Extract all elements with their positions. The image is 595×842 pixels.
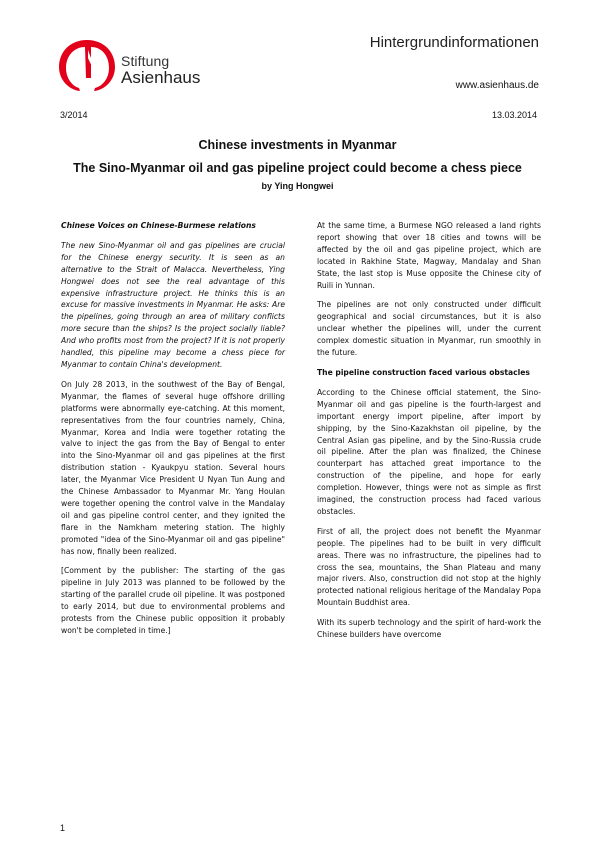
byline: by Ying Hongwei [261, 181, 334, 191]
body-paragraph: At the same time, a Burmese NGO released a land rights report showing that over 18 cities and towns will be affected by the oil and gas pipeline project, which are located in Rakhine State, Magway, Mandalay and Shan State, the last stop is Muse opposite the Chinese city of Ruili in Yunnan. [317, 221, 541, 290]
body-paragraph: According to the Chinese official statement, the Sino-Myanmar oil and gas pipeline is the fourth-largest and important energy import pipeline, after import by shipping, by the Sino-Kazakhstan oil pipeline, by the Central Asian gas pipeline, and by the Sino-Russia crude oil pipeline. After the plan was finalized, the Chinese counterpart has attached great importance to the construction of the pipeline, and hope for early completion. However, things were not as simple as first imagined, the construction process had faced various obstacles. [317, 387, 541, 516]
logo-line-stiftung: Stiftung [121, 53, 170, 69]
website-link[interactable]: www.asienhaus.de [455, 80, 539, 91]
subtitle: The Sino-Myanmar oil and gas pipeline project could become a chess piece [73, 161, 522, 175]
intro-paragraph: The new Sino-Myanmar oil and gas pipelines are crucial for the Chinese energy security. It is seen as an alternative to the Strait of Malacca. Nevertheless, Ying Hongwei does not see the real advantage of this expensive infrastructure project. He thinks this is an excuse for massive investments in Myanmar. He asks: Are the pipelines, going through an area of military conflicts more secure than the ships? Is the project socially liable? And who profits most from the project? If it is not properly handled, this pipeline may become a chess piece for Myanmar to contain China's development. [61, 240, 285, 369]
publisher-comment: [Comment by the publisher: The starting of the gas pipeline in July 2013 was planned to be followed by the starting of the parallel crude oil pipeline. It was postponed to early 2014, but due to environmental problems and protests from the Chinese public opposition it probably won't be completed in time.] [61, 566, 285, 635]
body-paragraph: The pipelines are not only constructed under difficult geographical and social circumstances, but it is also unclear whether the pipelines will, under the current complex domestic situation in Myanmar, run smoothly in the future. [317, 300, 541, 358]
right-column [317, 220, 541, 649]
section-heading: The pipeline construction faced various obstacles [317, 367, 530, 377]
section-heading: Chinese Voices on Chinese-Burmese relations [61, 221, 256, 230]
body-paragraph: First of all, the project does not benefit the Myanmar people. The pipelines had to be built in very difficult areas. There was no infrastructure, the pipelines had to cross the sea, mountains, the Shan Plateau and many major rivers. Also, construction did not stop at the highly protected national religious heritage of the Mandalay Popa Mountain Buddhist area. [317, 526, 541, 608]
asienhaus-logo-icon [58, 38, 116, 92]
logo-wordmark [121, 54, 200, 86]
main-title: Chinese investments in Myanmar [198, 138, 397, 152]
publication-date: 13.03.2014 [491, 110, 537, 120]
left-column [61, 220, 285, 645]
document-type: Hintergrundinformationen [369, 34, 539, 51]
issue-number: 3/2014 [60, 110, 88, 120]
body-paragraph: With its superb technology and the spirit of hard-work the Chinese builders have overcome [317, 618, 541, 640]
body-paragraph: On July 28 2013, in the southwest of the Bay of Bengal, Myanmar, the flames of several huge offshore drilling platforms were abnormally eye-catching. At this moment, representatives from the four countries namely, China, Myanmar, Korea and India were together rotating the valve to inject the gas from the Bay of Bengal to enter into the Sino-Myanmar oil and gas pipelines at the first distribution station - Kyaukpyu station. Several hours later, the Myanmar Vice President U Nyan Tun Aung and the Chinese Ambassador to Myanmar Mr. Yang Houlan were together opening the control valve in the Mandalay oil and gas pipeline control center, and they ignited the flare in the Namkham metering station. The highly promoted "idea of the Sino-Myanmar oil and gas pipeline" has now, finally been realized. [61, 379, 285, 556]
page-number: 1 [60, 823, 66, 833]
logo-line-asienhaus: Asienhaus [121, 68, 201, 87]
